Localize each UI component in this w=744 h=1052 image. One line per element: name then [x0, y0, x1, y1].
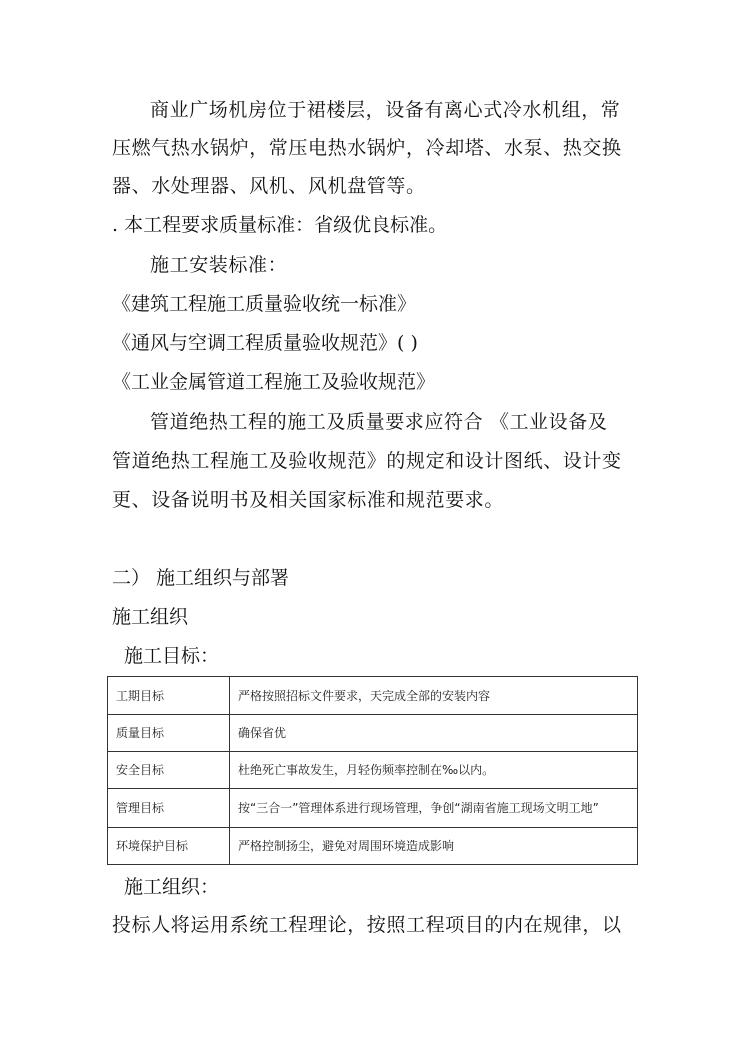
table-row	[108, 752, 638, 789]
goal-value: 杜绝死亡事故发生，月轻伤频率控制在‰以内。	[230, 752, 638, 789]
goals-table	[107, 676, 638, 865]
goal-label: 工期目标	[108, 677, 230, 715]
goal-value: 严格控制扬尘，避免对周围环境造成影响	[230, 828, 638, 865]
goal-label: 安全目标	[108, 752, 230, 789]
paragraph-insulation-line2: 管道绝热工程施工及验收规范》的规定和设计图纸、设计变	[112, 450, 622, 472]
standard-item-1: 《建筑工程施工质量验收统一标准》	[112, 293, 417, 315]
paragraph-insulation-line3: 更、设备说明书及相关国家标准和规范要求。	[112, 489, 505, 511]
section-heading: 二） 施工组织与部署	[112, 567, 290, 589]
table-row	[108, 828, 638, 865]
subheading-construction-goals: 施工目标：	[124, 645, 220, 667]
standard-item-2: 《通风与空调工程质量验收规范》( )	[112, 332, 418, 354]
table-row	[108, 677, 638, 715]
table-row	[108, 789, 638, 828]
goal-value: 严格按照招标文件要求，天完成全部的安装内容	[230, 677, 638, 715]
paragraph-machine-room-line1: 商业广场机房位于裙楼层，设备有离心式冷水机组，常	[150, 99, 621, 121]
paragraph-bidder-intro: 投标人将运用系统工程理论，按照工程项目的内在规律，以	[112, 914, 622, 936]
table-row	[108, 715, 638, 752]
standard-item-3: 《工业金属管道工程施工及验收规范》	[112, 371, 436, 393]
goal-label: 环境保护目标	[108, 828, 230, 865]
subheading-organization: 施工组织：	[124, 876, 220, 898]
paragraph-insulation-line1: 管道绝热工程的施工及质量要求应符合 《工业设备及	[150, 411, 608, 433]
subheading-construction-organization: 施工组织	[112, 606, 189, 628]
paragraph-machine-room-line3: 器、水处理器、风机、风机盘管等。	[112, 175, 426, 197]
goal-label: 质量目标	[108, 715, 230, 752]
paragraph-machine-room-line2: 压燃气热水锅炉，常压电热水锅炉，冷却塔、水泵、热交换	[112, 137, 622, 159]
paragraph-install-standards-heading: 施工安装标准：	[150, 254, 288, 276]
paragraph-quality-standard: . 本工程要求质量标准：省级优良标准。	[112, 214, 448, 236]
goal-value: 确保省优	[230, 715, 638, 752]
goal-label: 管理目标	[108, 789, 230, 828]
goal-value: 按“三合一”管理体系进行现场管理，争创“湖南省施工现场文明工地”	[230, 789, 638, 828]
